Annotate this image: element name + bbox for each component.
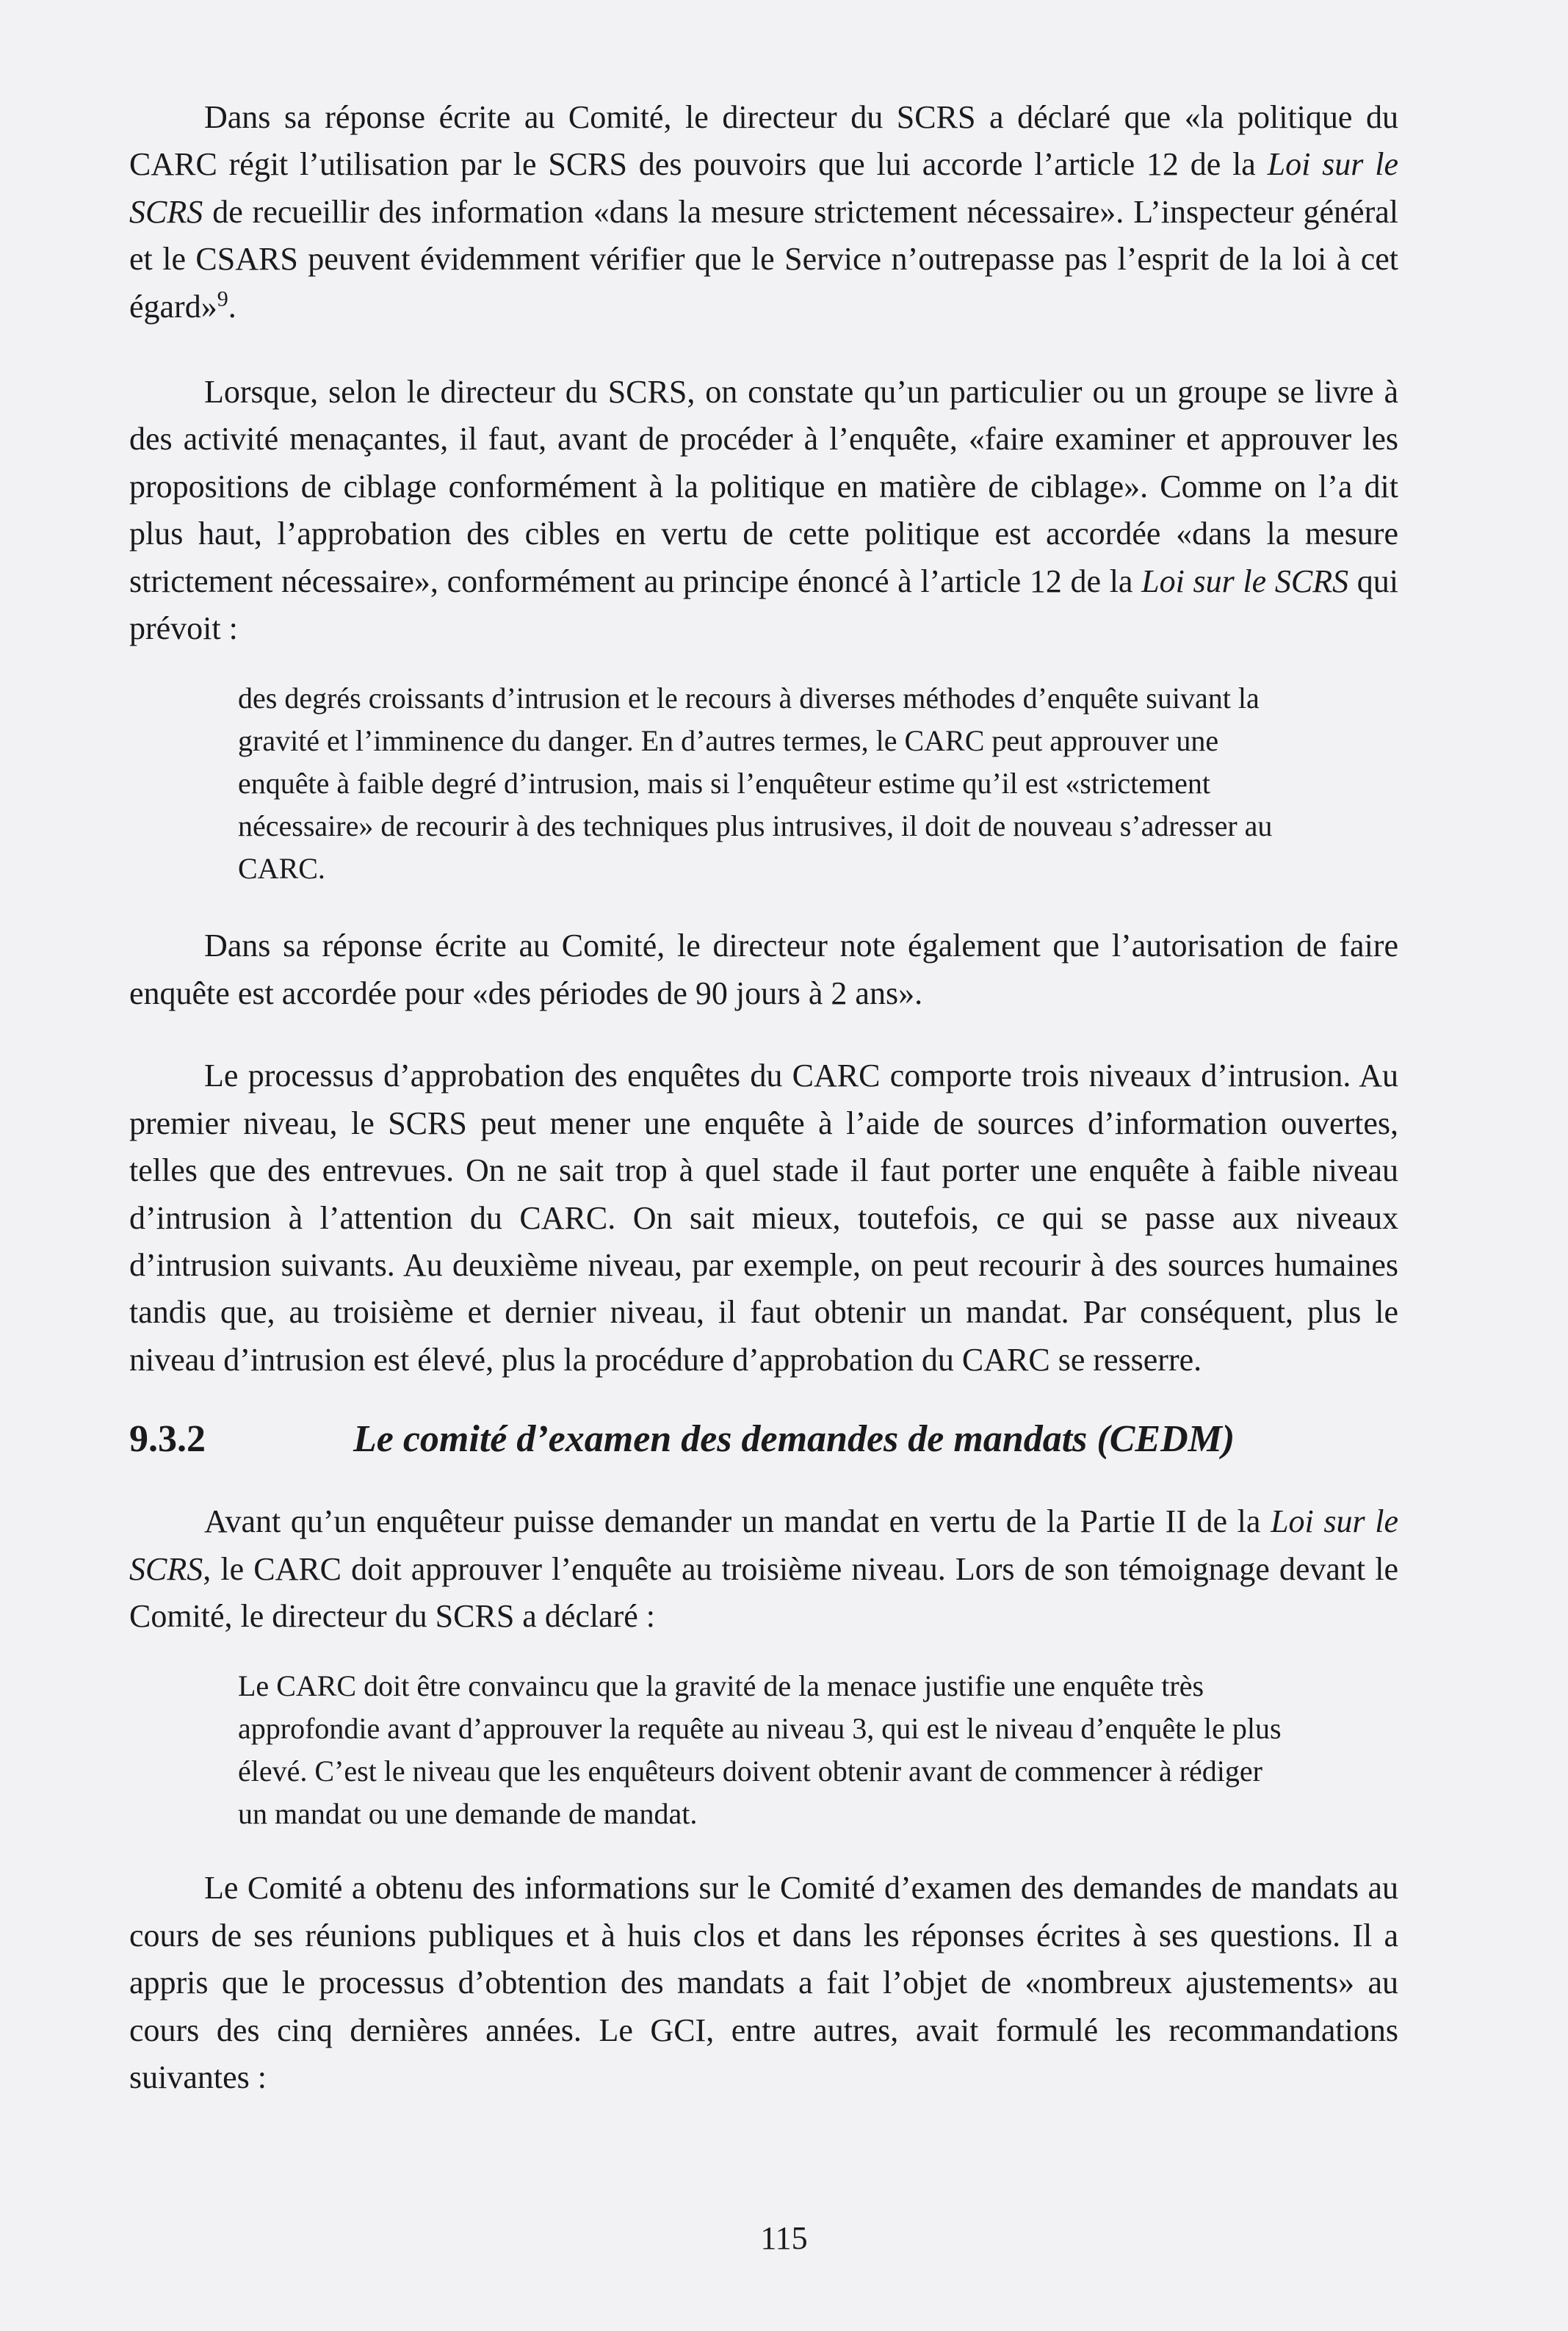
paragraph-4: Le processus d’approbation des enquêtes du CARC comporte trois niveaux d’intrusion. Au premier niveau, le SCRS peut mener une enquête à l’aide de sources d’information ouvertes, telles que des entrevues. On ne sait trop à quel stade il faut porter une enquête à faible niveau d’intrusion à l’attention du CARC. On sait mieux, toutefois, ce qui se passe aux niveaux d’intrusion suivants. Au deuxième niveau, par exemple, on peut recourir à des sources humaines tandis que, au troisième et dernier niveau, il faut obtenir un mandat. Par conséquent, plus le niveau d’intrusion est élevé, plus la procédure d’approbation du CARC se resserre. <box>129 1058 1398 1378</box>
body-text <box>129 94 1398 2101</box>
page-number: 115 <box>760 2220 808 2256</box>
section-heading <box>129 1413 1398 1466</box>
section-number: 9.3.2 <box>129 1418 206 1461</box>
paragraph-6: Le Comité a obtenu des informations sur le Comité d’examen des demandes de mandats au cours de ses réunions publiques et à huis clos et dans les réponses écrites à ses questions. Il a appris que le processus d’obtention des mandats a fait l’objet de «nombreux ajustements» au cours des cinq dernières années. Le GCI, entre autres, avait formulé les recommandations suivantes : <box>129 1870 1398 2095</box>
paragraph-3: Dans sa réponse écrite au Comité, le directeur note également que l’autorisation de faire enquête est accordée pour «des périodes de 90 jours à 2 ans». <box>129 928 1398 1011</box>
paragraph-5: Avant qu’un enquêteur puisse demander un mandat en vertu de la Partie II de la Loi sur le SCRS, le CARC doit approuver l’enquête au troisième niveau. Lors de son témoignage devant le Comité, le directeur du SCRS a déclaré : <box>129 1503 1398 1634</box>
section-title: Le comité d’examen des demandes de mandats (CEDM) <box>353 1418 1235 1461</box>
block-quote-1: des degrés croissants d’intrusion et le recours à diverses méthodes d’enquête suivant la gravité et l’imminence du danger. En d’autres termes, le CARC peut approuver une enquête à faible degré d’intrusion, mais si l’enquêteur estime qu’il est «strictement nécessaire» de recourir à des techniques plus intrusives, il doit de nouveau s’adresser au CARC. <box>238 682 1273 886</box>
block-quote-2: Le CARC doit être convaincu que la gravité de la menace justifie une enquête très approfondie avant d’approuver la requête au niveau 3, qui est le niveau d’enquête le plus élevé. C’est le niveau que les enquêteurs doivent obtenir avant de commencer à rédiger un mandat ou une demande de mandat. <box>238 1669 1282 1831</box>
paragraph-1: Dans sa réponse écrite au Comité, le directeur du SCRS a déclaré que «la politique du CARC régit l’utilisation par le SCRS des pouvoirs que lui accorde l’article 12 de la Loi sur le SCRS de recueillir des information «dans la mesure strictement nécessaire». L’inspecteur général et le CSARS peuvent évidemment vérifier que le Service n’outrepasse pas l’esprit de la loi à cet égard»$^9$. <box>129 99 1399 325</box>
paragraph-2: Lorsque, selon le directeur du SCRS, on constate qu’un particulier ou un groupe se livre à des activité menaçantes, il faut, avant de procéder à l’enquête, «faire examiner et approuver les propositions de ciblage conformément à la politique en matière de ciblage». Comme on l’a dit plus haut, l’approbation des cibles en vertu de cette politique est accordée «dans la mesure strictement nécessaire», conformément au principe énoncé à l’article 12 de la Loi sur le SCRS qui prévoit : <box>129 374 1398 647</box>
